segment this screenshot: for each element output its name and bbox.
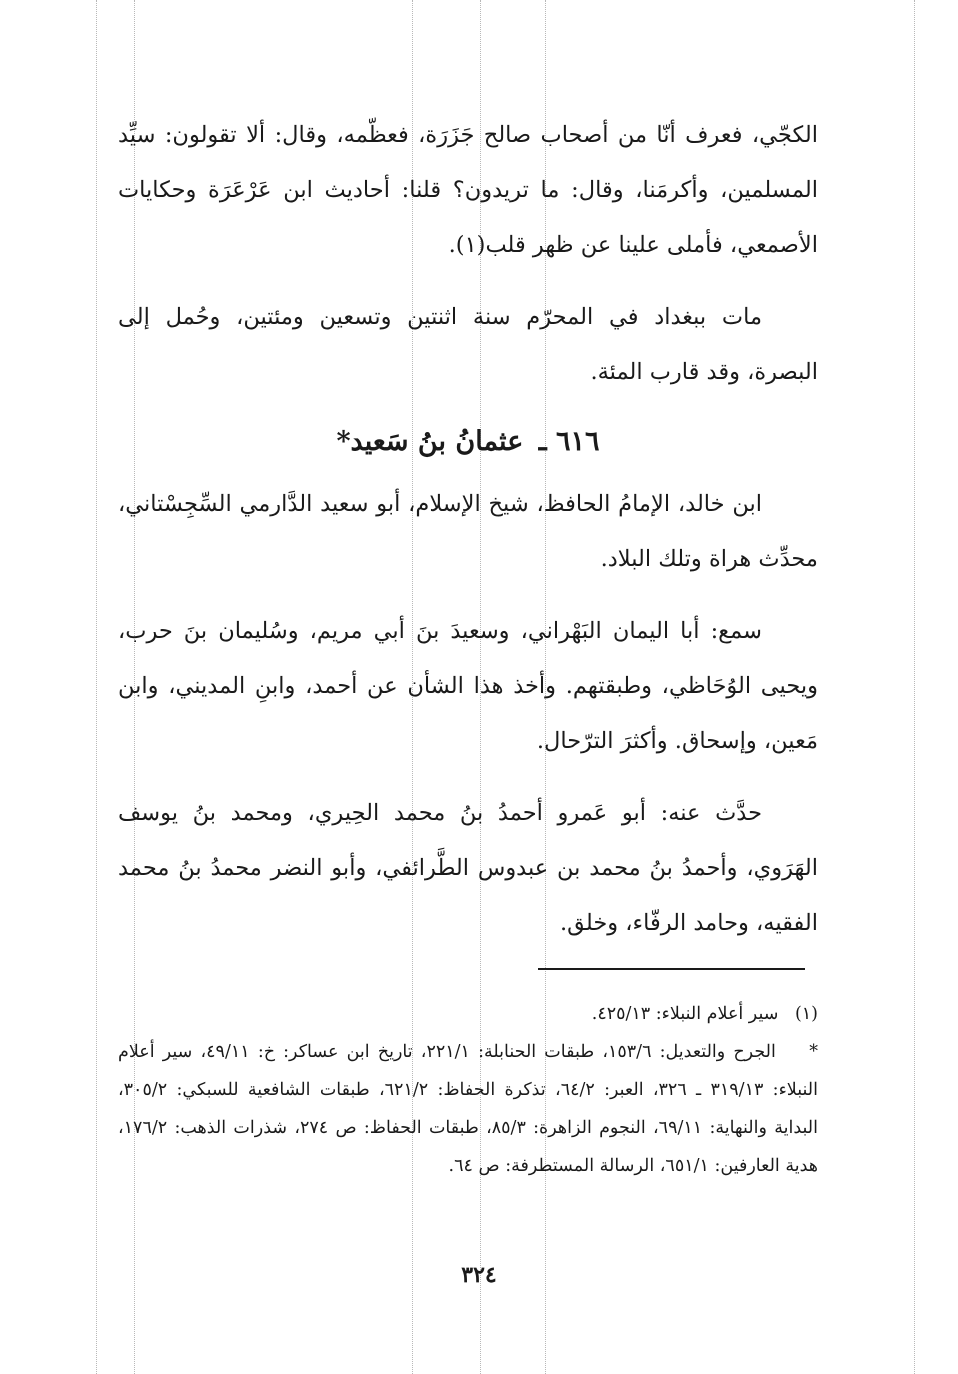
paragraph-students: حدَّث عنه: أبو عَمرو أحمدُ بنُ محمد الحِيري، ومحمد بنُ يوسف الهَرَوي، وأحمدُ بنُ محمد بن عبدوس الطَّرائفي، وأبو النضر محمدُ بنُ محمد الفقيه، وحامد الرفّاء، وخلق.	[118, 800, 818, 936]
footnote-separator	[538, 968, 805, 970]
page-number: ٣٢٤	[461, 1262, 497, 1288]
footnote-1	[118, 995, 818, 1033]
entry-number: ٦١٦ ـ	[538, 426, 600, 457]
footnote-marker: (١)	[794, 1004, 818, 1024]
footnote-marker: *	[809, 1042, 818, 1062]
entry-name: عثمانُ بنُ سَعيد*	[336, 426, 524, 457]
paragraph-continuation: الكجّي، فعرف أنّا من أصحاب صالح جَزَرَة، فعظّمه، وقال: ألا تقولون: سيِّد المسلمين، وأكرمَنا، وقال: ما تريدون؟ قلنا: أحاديث ابن عَرْعَرَة وحكايات الأصمعي، فأملى علينا عن ظهر قلب(١).	[118, 122, 818, 258]
paragraph-death: مات ببغداد في المحرّم سنة اثنتين وتسعين ومئتين، وحُمل إلى البصرة، وقد قارب المئة.	[118, 304, 818, 385]
footnote-text: الجرح والتعديل: ١٥٣/٦، طبقات الحنابلة: ٢٢١/١، تاريخ ابن عساكر: خ: ٤٩/١١، سير أعلام النبلاء: ٣١٩/١٣ ـ ٣٢٦، العبر: ٦٤/٢، تذكرة الحفاظ: ٦٢١/٢، طبقات الشافعية للسبكي: ٣٠٥/٢، البداية والنهاية: ٦٩/١١، النجوم الزاهرة: ٨٥/٣، طبقات الحفاظ: ص ٢٧٤، شذرات الذهب: ١٧٦/٢، هدية العارفين: ٦٥١/١، الرسالة المستطرفة: ص ٦٤.	[118, 1042, 818, 1176]
paragraph-lineage: ابن خالد، الإمامُ الحافظ، شيخ الإسلام، أبو سعيد الدَّارمي السِّجِسْتاني، محدِّث هراة وتلك البلاد.	[118, 491, 818, 572]
footnotes	[118, 995, 818, 1185]
footnote-text: سير أعلام النبلاء: ٤٢٥/١٣.	[591, 1004, 779, 1024]
entry-heading	[118, 417, 818, 467]
footnote-sources	[118, 1033, 818, 1185]
paragraph-teachers: سمع: أبا اليمان البَهْراني، وسعيدَ بنَ أبي مريم، وسُليمان بنَ حرب، ويحيى الوُحَاظي، وطبقتهم. وأخذ هذا الشأن عن أحمد، وابنِ المديني، وابن مَعين، وإسحاق. وأكثرَ الترّحال.	[118, 618, 818, 754]
page-body	[118, 108, 818, 968]
guide-line	[914, 0, 915, 1374]
guide-line	[96, 0, 97, 1374]
